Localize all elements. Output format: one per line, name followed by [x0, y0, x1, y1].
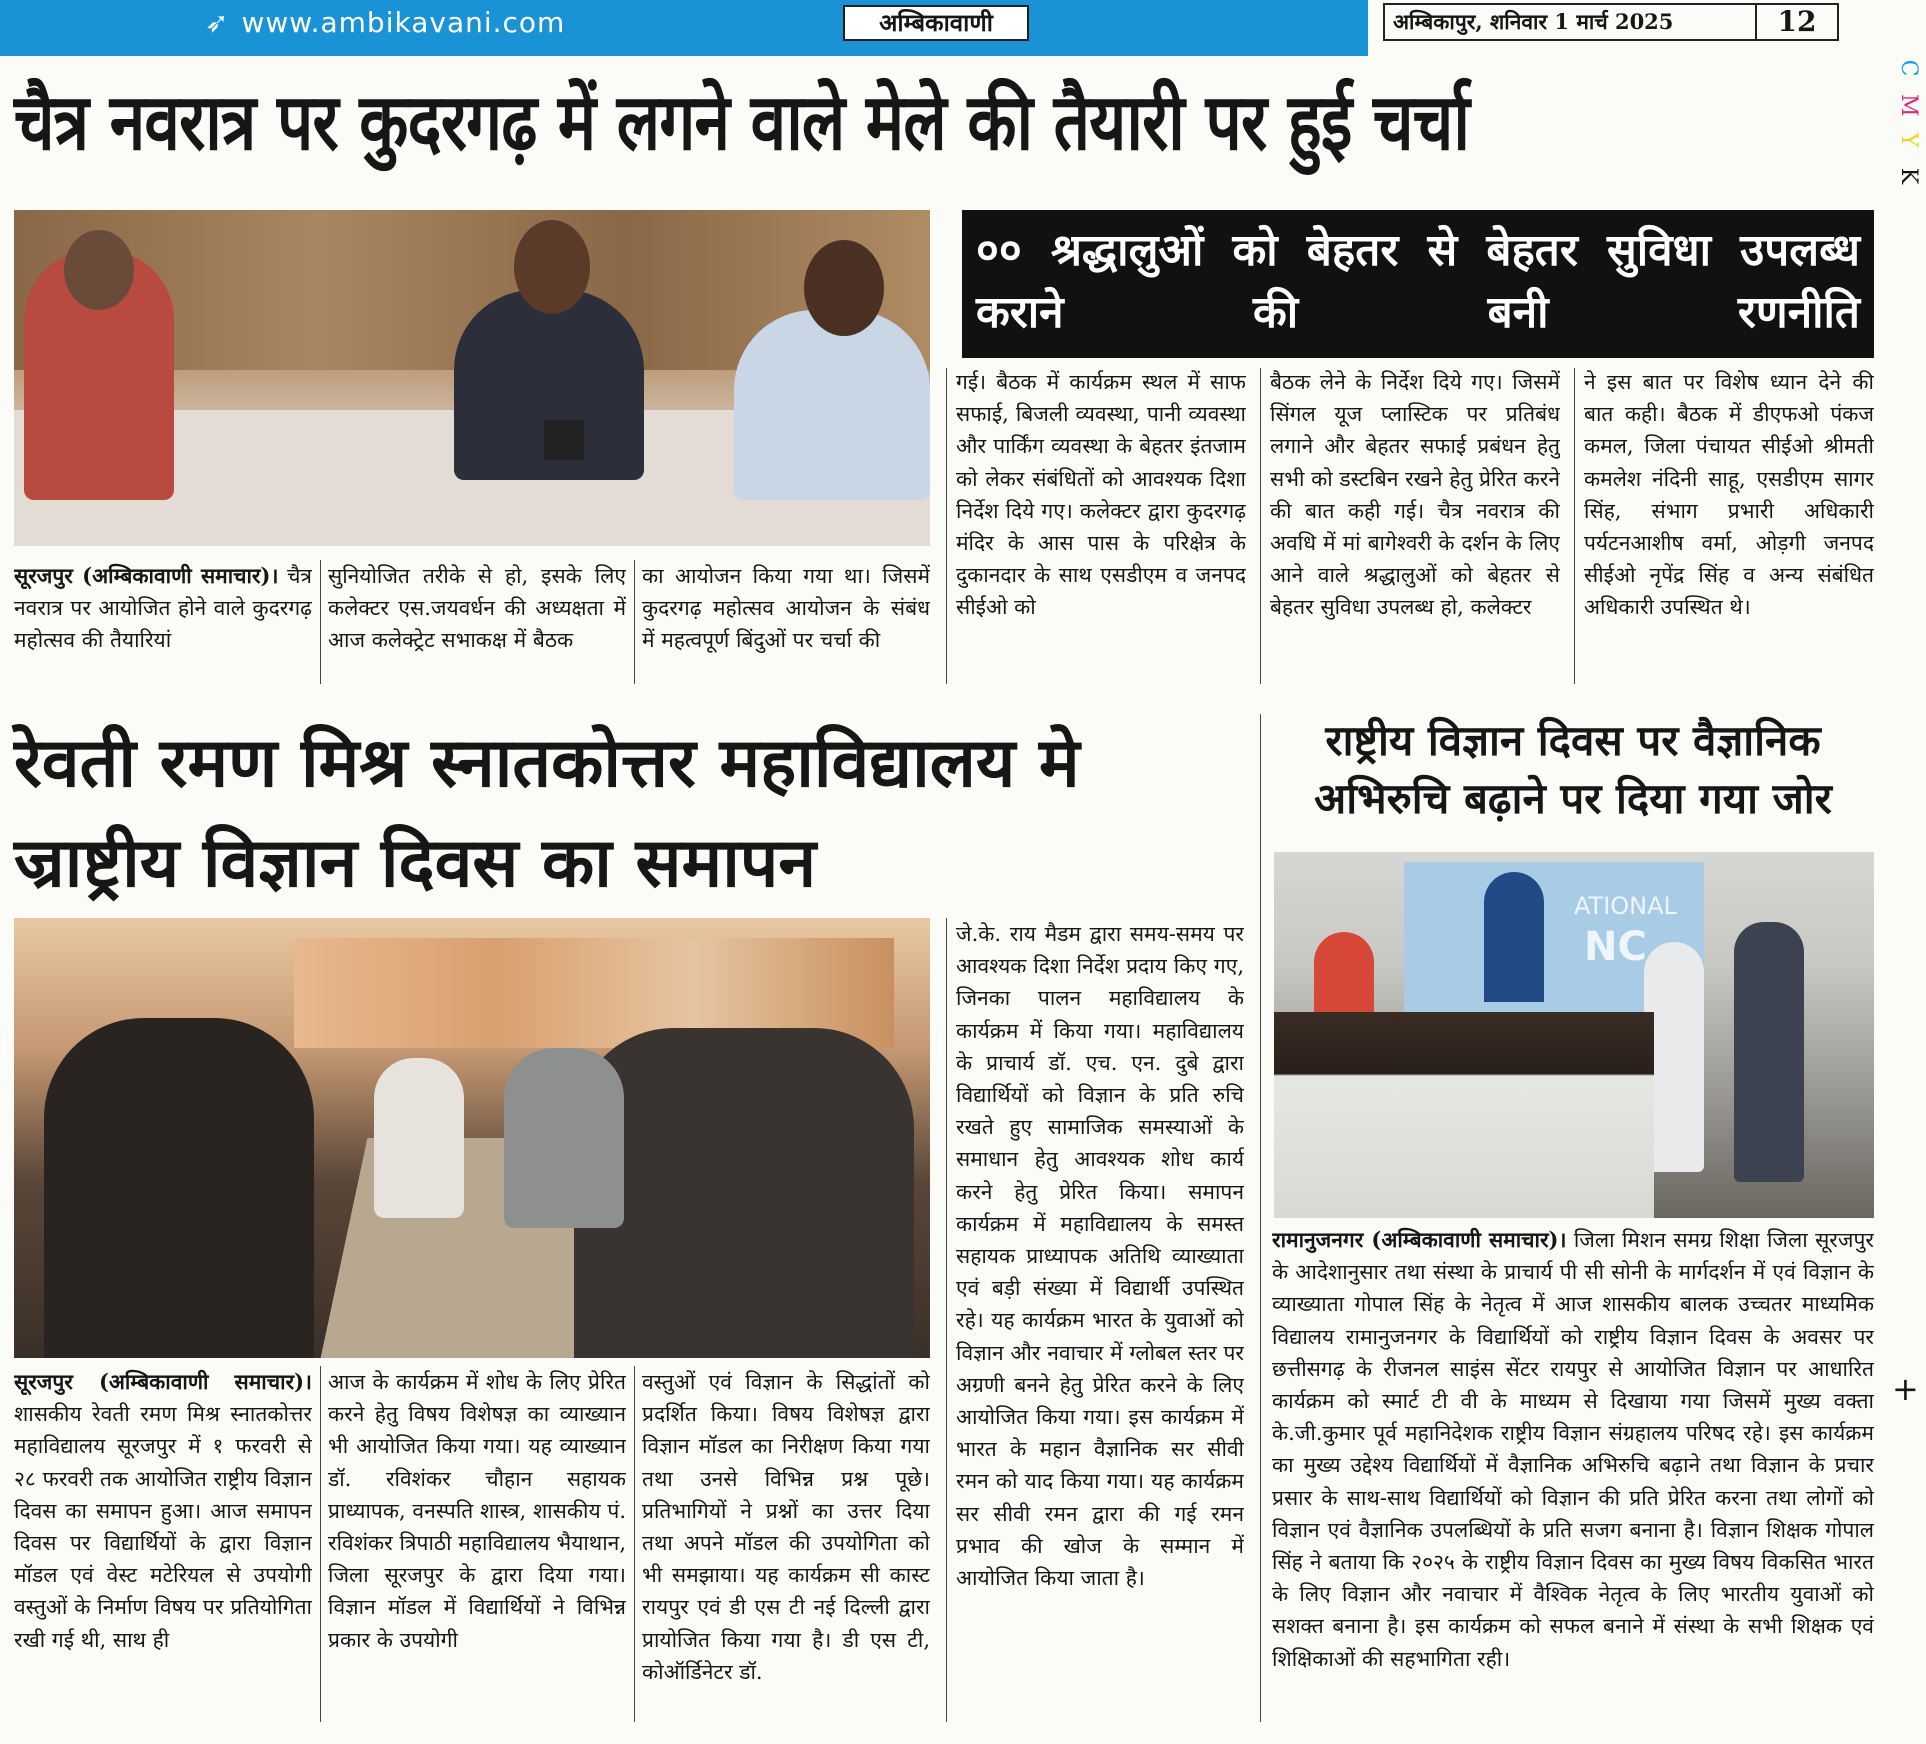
dateline: अम्बिकापुर, शनिवार 1 मार्च 2025	[1383, 3, 1757, 41]
site-url-text: www.ambikavani.com	[241, 6, 566, 39]
cmyk-k: K	[1896, 167, 1921, 185]
story2-column-3: वस्तुओं एवं विज्ञान के सिद्धांतों को प्रदर्शित किया। विषय विशेषज्ञ द्वारा विज्ञान मॉडल का निरीक्षण किया गया तथा उनसे विभिन्न प्रश्न पूछे। प्रतिभागियों ने प्रश्नों का उत्तर दिया तथा अपने मॉडल की उपयोगिता को भी समझाया। यह कार्यक्रम सी कास्ट रायपुर एवं डी एस टी नई दिल्ली द्वारा प्रायोजित किया गया है। डी एस टी, कोऑर्डिनेटर डॉ.	[642, 1370, 930, 1684]
story1-column-1	[14, 560, 312, 690]
students-seated	[1274, 1012, 1654, 1218]
person-right-head	[804, 240, 884, 336]
story3-headline: राष्ट्रीय विज्ञान दिवस पर वैज्ञानिक अभिरुचि बढ़ाने पर दिया गया जोर	[1314, 716, 1832, 823]
story1-col1-text: चैत्र नवरात्र पर आयोजित होने वाले कुदरगढ़ महोत्सव की तैयारियां	[14, 564, 312, 653]
column-rule	[946, 368, 947, 684]
story1-column-4: गई। बैठक में कार्यक्रम स्थल में साफ सफाई, बिजली व्यवस्था, पानी व्यवस्था और पार्किंग व्यवस्था के बेहतर इंतजाम को लेकर संबंधितों को आवश्यक दिशा निर्देश दिये गए। कलेक्टर द्वारा कुदरगढ़ मंदिर के आस पास के परिक्षेत्र के दुकानदार के साथ एसडीएम व जनपद सीईओ को	[956, 370, 1246, 620]
story2-column-2: आज के कार्यक्रम में शोध के लिए प्रेरित करने हेतु विषय विशेषज्ञ का व्याख्यान भी आयोजित किया गया। यह व्याख्यान डॉ. रविशंकर चौहान सहायक प्राध्यापक, वनस्पति शास्त्र, शासकीय पं. रविशंकर त्रिपाठी महाविद्यालय भैयाथान, जिला सूरजपुर के द्वारा दिया गया। विज्ञान मॉडल में विद्यार्थियों ने विभिन्न प्रकार के उपयोगी	[328, 1370, 626, 1652]
column-rule	[946, 918, 947, 1722]
story1-column-3: का आयोजन किया गया था। जिसमें कुदरगढ़ महोत्सव आयोजन के संबंध में महत्वपूर्ण बिंदुओं पर चर्चा की	[642, 564, 930, 653]
registration-plus-icon: +	[1892, 1370, 1919, 1408]
cursor-arrow-icon: ➶	[205, 6, 230, 39]
page-number: 12	[1757, 3, 1839, 41]
story1-dateline: सूरजपुर (अम्बिकावाणी समाचार)।	[14, 563, 279, 588]
cmyk-m: M	[1896, 94, 1921, 117]
person-right	[734, 310, 930, 500]
cmyk-y: Y	[1896, 132, 1921, 148]
story3-dateline: रामानुजनगर (अम्बिकावाणी समाचार)।	[1272, 1227, 1567, 1252]
story2-dateline: सूरजपुर (अम्बिकावाणी समाचार)।	[14, 1369, 312, 1394]
classroom-photo	[1274, 852, 1874, 1218]
student-group-left	[44, 1018, 314, 1358]
column-rule	[1574, 368, 1575, 684]
story3-body	[1272, 1224, 1874, 1728]
main-headline: चैत्र नवरात्र पर कुदरगढ़ में लगने वाले मेले की तैयारी पर हुई चर्चा	[14, 78, 1470, 168]
column-rule	[320, 560, 321, 684]
cmyk-registration-strip	[1896, 50, 1921, 194]
story2-headline: रेवती रमण मिश्र स्नातकोत्तर महाविद्यालय मे ज्राष्ट्रीय विज्ञान दिवस का समापन	[14, 724, 1080, 903]
story1-column-5: बैठक लेने के निर्देश दिये गए। जिसमें सिंगल यूज प्लास्टिक पर प्रतिबंध लगाने और बेहतर सफाई प्रबंधन हेतु सभी को डस्टबिन रखने हेतु प्रेरित करने की बात कही गई। चैत्र नवरात्र की अवधि में मां बागेश्वरी के दर्शन के लिए आने वाले श्रद्धालुओं को बेहतर से बेहतर सुविधा उपलब्ध हो, कलेक्टर	[1270, 370, 1560, 620]
header-bar	[0, 0, 1368, 56]
science-exhibition-photo	[14, 918, 930, 1358]
screen-text: ATIONAL	[1574, 892, 1677, 920]
meeting-photo	[14, 210, 930, 546]
story1-column-6: ने इस बात पर विशेष ध्यान देने की बात कही। बैठक में डीएफओ पंकज कमल, जिला पंचायत सीईओ श्रीमती कमलेश नंदिनी साहू, एसडीएम सागर सिंह, संभाग प्रभारी अधिकारी पर्यटनआशीष वर्मा, ओड़गी जनपद सीईओ नृपेंद्र सिंह व अन्य संबंधित अधिकारी उपस्थित थे।	[1584, 370, 1874, 620]
column-rule	[1260, 368, 1261, 684]
story2-col1-text: शासकीय रेवती रमण मिश्र स्नातकोत्तर महाविद्यालय सूरजपुर में १ फरवरी से २८ फरवरी तक आयोजित राष्ट्रीय विज्ञान दिवस का समापन हुआ। आज समापन दिवस पर विद्यार्थियों के द्वारा विज्ञान मॉडल एवं वेस्ट मटेरियल से उपयोगी वस्तुओं के निर्माण विषय पर प्रतियोगिता रखी गई थी, साथ ही	[14, 1402, 312, 1652]
sub-headline: ०० श्रद्धालुओं को बेहतर से बेहतर सुविधा उपलब्ध कराने की बनी रणनीति	[962, 210, 1874, 358]
column-rule	[634, 1366, 635, 1722]
student-group-right	[574, 1028, 914, 1358]
speaker-on-screen	[1484, 872, 1544, 1002]
column-rule	[320, 1366, 321, 1722]
student-white-shirt	[374, 1058, 464, 1218]
story1-column-2: सुनियोजित तरीके से हो, इसके लिए कलेक्टर एस.जयवर्धन की अध्यक्षता में आज कलेक्ट्रेट सभाकक्ष में बैठक	[328, 564, 626, 653]
student-grey-shirt	[504, 1048, 624, 1228]
person-left-head	[64, 230, 134, 310]
cmyk-c: C	[1896, 59, 1921, 77]
story2-column-1	[14, 1366, 312, 1728]
column-rule	[634, 560, 635, 684]
person-center-head	[514, 220, 590, 314]
story2-column-4: जे.के. राय मैडम द्वारा समय-समय पर आवश्यक दिशा निर्देश प्रदाय किए गए, जिनका पालन महाविद्यालय के कार्यक्रम में किया गया। महाविद्यालय के प्राचार्य डॉ. एच. एन. दुबे द्वारा विद्यार्थियों को विज्ञान के प्रति रुचि रखते हुए सामाजिक समस्याओं के समाधान हेतु आवश्यक शोध कार्य करने हेतु प्रेरित किया। समापन कार्यक्रम में महाविद्यालय के समस्त सहायक प्राध्यापक अतिथि व्याख्याता एवं बड़ी संख्या में विद्यार्थी उपस्थित रहे। यह कार्यक्रम भारत के युवाओं को विज्ञान और नवाचार में ग्लोबल स्तर पर अग्रणी बनने हेतु प्रेरित करने के लिए आयोजित किया गया। इस कार्यक्रम में भारत के महान वैज्ञानिक सर सीवी रमन को याद किया गया। यह कार्यक्रम सर सीवी रमन द्वारा की गई रमन प्रभाव की खोज के सम्मान में आयोजित किया जाता है।	[956, 922, 1244, 1591]
column-rule	[1260, 714, 1261, 1722]
story3-body-text: जिला मिशन समग्र शिक्षा जिला सूरजपुर के आदेशानुसार तथा संस्था के प्राचार्य पी सी सोनी के मार्गदर्शन में एवं विज्ञान के व्याख्याता गोपाल सिंह के नेतृत्व में आज शासकीय बालक उच्चतर माध्यमिक विद्यालय रामानुजनगर के विद्यार्थियों को राष्ट्रीय विज्ञान दिवस के अवसर पर छत्तीसगढ़ के रीजनल साइंस सेंटर रायपुर से आयोजित विज्ञान पर आधारित कार्यक्रम को स्मार्ट टी वी के माध्यम से दिखाया गया जिसमें मुख्य वक्ता के.जी.कुमार पूर्व महानिदेशक राष्ट्रीय विज्ञान संग्रहालय परिषद रहे। इस कार्यक्रम का मुख्य उद्देश्य विद्यार्थियों में वैज्ञानिक अभिरुचि बढ़ाने तथा विज्ञान के प्रचार प्रसार के साथ-साथ विद्यार्थियों को विज्ञान की प्रति प्रेरित करना तथा लोगों को विज्ञान एवं वैज्ञानिक उपलब्धियों के प्रति सजग बनाना है। विज्ञान शिक्षक गोपाल सिंह ने बताया कि २०२५ के राष्ट्रीय विज्ञान दिवस का मुख्य विषय विकसित भारत के लिए विज्ञान और नवाचार में वैश्विक नेतृत्व के लिए भारतीय युवाओं को सशक्त बनाना है। इस कार्यक्रम को सफल बनाने में संस्था के सभी शिक्षक एवं शिक्षिकाओं की सहभागिता रही।	[1272, 1228, 1874, 1671]
screen-text-2: NC	[1584, 924, 1647, 970]
masthead: अम्बिकावाणी	[843, 5, 1029, 41]
microphone	[544, 420, 584, 460]
site-url[interactable]	[205, 6, 565, 39]
teacher-standing-2	[1734, 922, 1804, 1182]
